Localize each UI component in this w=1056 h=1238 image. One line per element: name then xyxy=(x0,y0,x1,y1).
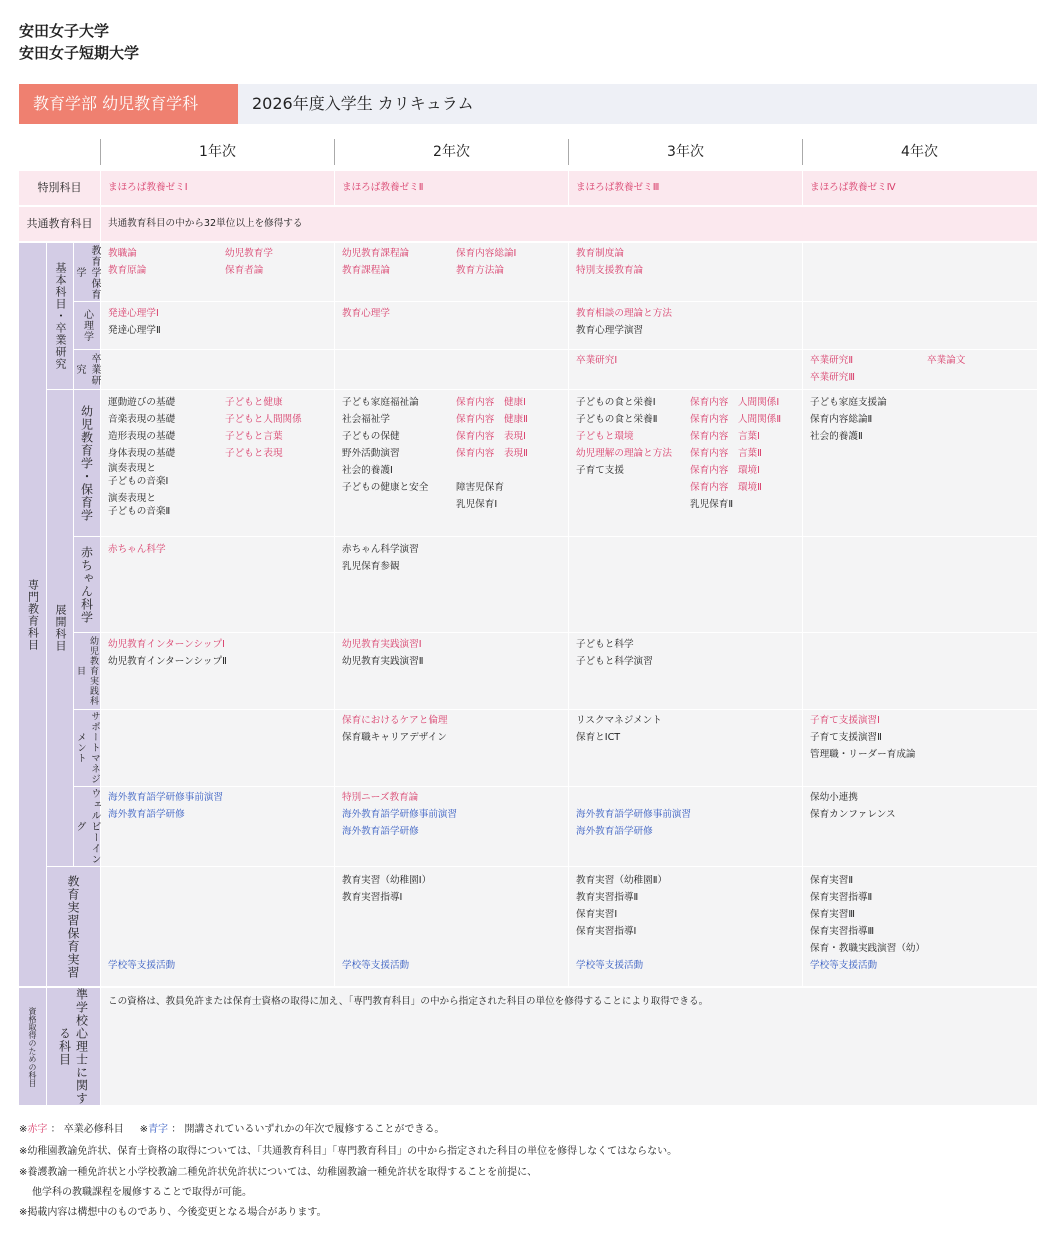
course-name: 卒業研究Ⅱ xyxy=(810,355,854,366)
course-name: 学校等支援活動 xyxy=(108,960,176,971)
course-name: 学校等支援活動 xyxy=(810,960,878,971)
course-name: 教育実習（幼稚園Ⅱ） xyxy=(576,875,668,886)
course-name: 社会的養護Ⅱ xyxy=(810,431,863,442)
footnote-4: ※掲載内容は構想中のものであり、今後変更となる場合があります。 xyxy=(19,1207,327,1218)
course-name: 保育内容 言葉Ⅰ xyxy=(690,431,760,442)
course-name: 海外教育語学研修事前演習 xyxy=(342,809,458,820)
yoji-jissen-label: 幼児教育実践科目 xyxy=(75,636,98,706)
course-name: 管理職・リーダー育成論 xyxy=(810,749,916,760)
sotsugyo-label: 卒業研究 xyxy=(74,353,100,386)
course-name: 卒業研究Ⅰ xyxy=(576,355,618,366)
course-name: まほろば教養ゼミⅠ xyxy=(108,182,188,193)
year-header-2: 2年次 xyxy=(433,144,470,160)
course-name: 身体表現の基礎 xyxy=(108,448,176,459)
course-name: 海外教育語学研修 xyxy=(108,809,185,820)
course-name: 保育内容総論Ⅱ xyxy=(810,414,873,425)
course-name: 幼児教育実践演習Ⅰ xyxy=(342,639,422,650)
course-name: 子どもと言葉 xyxy=(225,431,283,442)
course-name: 学校等支援活動 xyxy=(342,960,410,971)
course-name: 子どもの健康と安全 xyxy=(342,482,429,493)
course-name: 保育者論 xyxy=(225,265,264,276)
grid-cell xyxy=(803,243,1037,301)
course-name: 保育職キャリアデザイン xyxy=(342,732,447,743)
course-name: 子どもと健康 xyxy=(225,397,283,408)
year-header-4: 4年次 xyxy=(901,144,938,160)
course-name: 保育カンファレンス xyxy=(810,809,896,820)
junior-college-name: 安田女子短期大学 xyxy=(19,44,140,62)
course-name: 海外教育語学研修 xyxy=(576,826,653,837)
course-name: 保育内容 表現Ⅱ xyxy=(456,448,528,459)
course-name: リスクマネジメント xyxy=(576,715,662,726)
course-name: 子どもの音楽Ⅱ xyxy=(108,506,171,517)
divider xyxy=(100,207,101,241)
qualification-text: この資格は、教員免許または保育士資格の取得に加え、「専門教育科目」の中から指定された科目の単位を修得することにより取得できる。 xyxy=(108,996,709,1007)
footnote-3: ※養護教諭一種免許状と小学校教諭二種免許状免許状については、幼稚園教諭一種免許状を取得することを前提に、 xyxy=(19,1167,538,1178)
course-name: 乳児保育参観 xyxy=(342,561,400,572)
course-name: 子どもの食と栄養Ⅱ xyxy=(576,414,658,425)
course-name: 子どもと科学演習 xyxy=(576,656,653,667)
akachan-label: 赤ちゃん科学 xyxy=(79,545,94,624)
course-name: 教職論 xyxy=(108,248,137,259)
course-name: 子どもの食と栄養Ⅰ xyxy=(576,397,656,408)
year-header-1: 1年次 xyxy=(199,144,236,160)
course-name: 教育実習指導Ⅱ xyxy=(576,892,639,903)
course-name: まほろば教養ゼミⅣ xyxy=(810,182,896,193)
divider xyxy=(802,171,803,205)
course-name: 子どもと人間関係 xyxy=(225,414,302,425)
university-name: 安田女子大学 xyxy=(19,22,110,40)
course-name: 子どもと環境 xyxy=(576,431,634,442)
note-colon: ： xyxy=(171,1124,182,1135)
course-name: 保育におけるケアと倫理 xyxy=(342,715,448,726)
course-name: 教育実習指導Ⅰ xyxy=(342,892,403,903)
course-name: 保幼小連携 xyxy=(810,792,858,803)
course-name: 海外教育語学研修事前演習 xyxy=(108,792,224,803)
note-text: 卒業必修科目 xyxy=(63,1124,124,1135)
tenkai-label: 展開科目 xyxy=(54,604,67,652)
course-name: 保育内容 健康Ⅱ xyxy=(456,414,528,425)
page-title: 2026年度入学生 カリキュラム xyxy=(238,84,1037,124)
course-name: 教育相談の理論と方法 xyxy=(576,308,672,319)
course-name: 子どもと科学 xyxy=(576,639,634,650)
course-name: 障害児保育 xyxy=(456,482,504,493)
course-name: 赤ちゃん科学 xyxy=(108,544,166,555)
year-header-3: 3年次 xyxy=(667,144,704,160)
course-name: 子ども家庭支援論 xyxy=(810,397,887,408)
course-name: 保育とICT xyxy=(576,732,621,743)
senmon-label: 専門教育科目 xyxy=(26,578,40,651)
junsinri-label: 準学校心理士に関する科目 xyxy=(57,988,89,1105)
course-name: 幼児教育インターンシップⅠ xyxy=(108,639,225,650)
course-name: 赤ちゃん科学演習 xyxy=(342,544,419,555)
course-name: 教育心理学 xyxy=(342,308,390,319)
course-name: 学校等支援活動 xyxy=(576,960,644,971)
shinri-label: 心理学 xyxy=(81,309,93,342)
course-name: 発達心理学Ⅱ xyxy=(108,325,161,336)
course-name: 幼児理解の理論と方法 xyxy=(576,448,672,459)
divider xyxy=(334,171,335,205)
course-name: 保育内容 環境Ⅰ xyxy=(690,465,760,476)
divider xyxy=(100,171,101,205)
course-name: 子育て支援 xyxy=(576,465,624,476)
common-row-label: 共通教育科目 xyxy=(26,217,93,230)
course-name: 教育原論 xyxy=(108,265,147,276)
course-name: 保育内容 人間関係Ⅰ xyxy=(690,397,780,408)
course-name: 海外教育語学研修 xyxy=(342,826,419,837)
divider xyxy=(568,171,569,205)
note-text: 開講されているいずれかの年次で履修することができる。 xyxy=(184,1124,445,1135)
wellbeing-label: ウェルビーイング xyxy=(74,788,100,865)
course-name: 卒業論文 xyxy=(927,355,966,366)
yoji-gaku-label: 幼児教育学・保育学 xyxy=(79,404,94,522)
course-name: 卒業研究Ⅲ xyxy=(810,372,855,383)
grid-cell xyxy=(101,350,334,389)
course-name: 社会福祉学 xyxy=(342,414,390,425)
grid-cell xyxy=(335,350,568,389)
course-name: 子育て支援演習Ⅰ xyxy=(810,715,880,726)
course-name: 社会的養護Ⅰ xyxy=(342,465,393,476)
note-colon: ： xyxy=(50,1124,61,1135)
course-name: 保育内容 表現Ⅰ xyxy=(456,431,526,442)
course-name: 保育内容 環境Ⅱ xyxy=(690,482,762,493)
course-name: 保育内容総論Ⅰ xyxy=(456,248,517,259)
course-name: 子ども家庭福祉論 xyxy=(342,397,419,408)
special-row-label: 特別科目 xyxy=(37,181,82,194)
grid-cell xyxy=(803,302,1037,349)
course-name: 保育実習Ⅱ xyxy=(810,875,854,886)
red-legend: 赤字 xyxy=(27,1124,48,1135)
course-name: 保育実習指導Ⅱ xyxy=(810,892,873,903)
course-name: 発達心理学Ⅰ xyxy=(108,308,159,319)
course-name: 特別支援教育論 xyxy=(576,265,644,276)
course-name: 保育実習Ⅰ xyxy=(576,909,618,920)
common-requirement: 共通教育科目の中から32単位以上を修得する xyxy=(108,218,303,229)
course-name: 保育内容 健康Ⅰ xyxy=(456,397,526,408)
course-name: 音楽表現の基礎 xyxy=(108,414,176,425)
course-name: まほろば教養ゼミⅢ xyxy=(576,182,660,193)
course-name: 野外活動演習 xyxy=(342,448,400,459)
course-name: 教育課程論 xyxy=(342,265,390,276)
blue-legend: 青字 xyxy=(148,1124,169,1135)
note-mark: ※ xyxy=(19,1124,28,1135)
course-name: 幼児教育実践演習Ⅱ xyxy=(342,656,424,667)
support-label: サポートマネジメント xyxy=(75,711,100,785)
grid-cell xyxy=(101,710,334,786)
course-name: 乳児保育Ⅱ xyxy=(690,499,734,510)
jisshu-label: 教育実習保育実習 xyxy=(66,874,80,979)
course-name: 保育内容 人間関係Ⅱ xyxy=(690,414,782,425)
course-name: 教育心理学演習 xyxy=(576,325,644,336)
course-name: 保育・教職実践演習（幼） xyxy=(810,943,926,954)
course-name: 保育実習指導Ⅰ xyxy=(576,926,637,937)
course-name: 特別ニーズ教育論 xyxy=(342,792,419,803)
department-label: 教育学部 幼児教育学科 xyxy=(19,84,238,124)
course-name: まほろば教養ゼミⅡ xyxy=(342,182,424,193)
shikaku-label: 資格取得のための科目 xyxy=(28,1006,37,1087)
course-name: 演奏表現と xyxy=(108,463,156,474)
course-name: 幼児教育学 xyxy=(225,248,273,259)
course-name: 演奏表現と xyxy=(108,493,156,504)
course-name: 保育内容 言葉Ⅱ xyxy=(690,448,762,459)
course-name: 子どもの音楽Ⅰ xyxy=(108,476,169,487)
course-name: 造形表現の基礎 xyxy=(108,431,176,442)
grid-cell xyxy=(569,537,802,632)
course-name: 子どもの保健 xyxy=(342,431,400,442)
course-name: 保育実習指導Ⅲ xyxy=(810,926,875,937)
course-name: 幼児教育インターンシップⅡ xyxy=(108,656,227,667)
kihon-label: 基本科目・卒業研究 xyxy=(54,262,67,370)
kyoiku-hoiku-label: 教育学保育学 xyxy=(74,244,100,300)
course-name: 教育方法論 xyxy=(456,265,504,276)
course-name: 子育て支援演習Ⅱ xyxy=(810,732,882,743)
course-name: 教育実習（幼稚園Ⅰ） xyxy=(342,875,432,886)
course-name: 幼児教育課程論 xyxy=(342,248,410,259)
footnote-3b: 他学科の教職課程を履修することで取得が可能。 xyxy=(32,1187,252,1198)
course-name: 教育制度論 xyxy=(576,248,624,259)
course-name: 海外教育語学研修事前演習 xyxy=(576,809,692,820)
grid-cell xyxy=(803,537,1037,632)
course-name: 乳児保育Ⅰ xyxy=(456,499,498,510)
course-name: 子どもと表現 xyxy=(225,448,283,459)
course-name: 保育実習Ⅲ xyxy=(810,909,855,920)
footnote-1 xyxy=(19,1120,444,1135)
grid-cell xyxy=(803,633,1037,709)
footnote-2: ※幼稚園教諭免許状、保育士資格の取得については、「共通教育科目」「専門教育科目」の中から指定された科目の単位を修得しなくてはならない。 xyxy=(19,1146,678,1157)
note-mark: ※ xyxy=(139,1124,149,1135)
course-name: 運動遊びの基礎 xyxy=(108,397,176,408)
